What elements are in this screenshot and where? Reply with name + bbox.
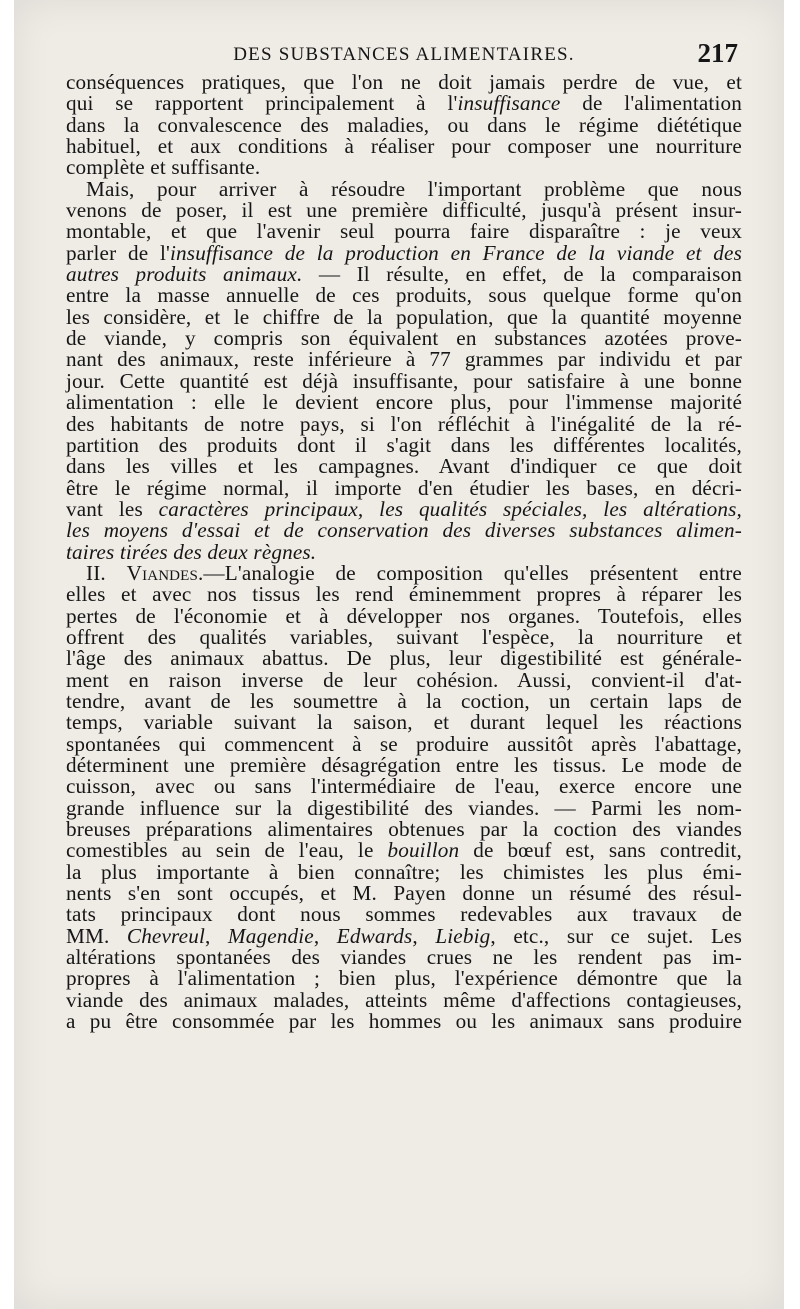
section-title: Viandes bbox=[126, 560, 198, 585]
text-line: vant les caractères principaux, les qualités spéciales, les altérations, bbox=[66, 496, 742, 521]
text-line: parler de l'insuffisance de la production en France de la viande et des bbox=[66, 240, 742, 265]
author-name: Magendie bbox=[227, 923, 314, 948]
text-line: habituel, et aux conditions à réaliser pour composer une nourriture bbox=[66, 134, 742, 159]
text-line: breuses préparations alimentaires obtenues par la coction des viandes bbox=[66, 817, 742, 842]
text-line: entre la masse annuelle de ces produits, sous quelque forme qu'on bbox=[66, 283, 742, 308]
running-title: DES SUBSTANCES ALIMENTAIRES. bbox=[233, 44, 575, 65]
italic-phrase: autres produits animaux. bbox=[66, 262, 303, 287]
text-line: alimentation : elle le devient encore plus, pour l'immense majorité bbox=[66, 390, 742, 415]
text-line: nents s'en sont occupés, et M. Payen donne un résumé des résul- bbox=[66, 881, 742, 906]
text-line: partition des produits dont il s'agit dans les différentes localités, bbox=[66, 432, 742, 457]
text-line: tendre, avant de les soumettre à la coction, un certain laps de bbox=[66, 688, 742, 713]
author-name: Chevreul bbox=[126, 923, 205, 948]
text-line: montable, et que l'avenir seul pourra faire disparaître : je veux bbox=[66, 219, 742, 244]
text-line: conséquences pratiques, que l'on ne doit jamais perdre de vue, et bbox=[66, 70, 742, 94]
italic-phrase: taires tirées des deux règnes. bbox=[66, 539, 317, 564]
text-line: altérations spontanées des viandes crues ne les rendent pas im- bbox=[66, 945, 742, 970]
text-line: ment en raison inverse de leur cohésion. Aussi, convient-il d'at- bbox=[66, 667, 742, 692]
text-line: être le régime normal, il importe d'en étudier les bases, en décri- bbox=[66, 475, 742, 500]
running-head bbox=[66, 38, 742, 72]
text-line: offrent des qualités variables, suivant l'espèce, la nourriture et bbox=[66, 624, 742, 649]
book-page bbox=[66, 38, 742, 1032]
text-line: la plus importante à bien connaître; les chimistes les plus émi- bbox=[66, 859, 742, 884]
text-line: dans les villes et les campagnes. Avant d'indiquer ce que doit bbox=[66, 454, 742, 479]
italic-term: bouillon bbox=[387, 838, 460, 863]
body-text bbox=[66, 72, 742, 1032]
text-line: propres à l'alimentation ; bien plus, l'expérience démontre que la bbox=[66, 966, 742, 991]
text-line: l'âge des animaux abattus. De plus, leur digestibilité est générale- bbox=[66, 646, 742, 671]
text-line: temps, variable suivant la saison, et durant lequel les réactions bbox=[66, 710, 742, 735]
text-line: elles et avec nos tissus les rend éminemment propres à réparer les bbox=[66, 582, 742, 607]
text-line: jour. Cette quantité est déjà insuffisante, pour satisfaire à une bonne bbox=[66, 368, 742, 393]
section-heading-line: II. Viandes.—L'analogie de composition qu'elles présentent entre bbox=[86, 560, 742, 585]
author-name: Edwards bbox=[336, 923, 413, 948]
text-line bbox=[66, 520, 742, 541]
text-line: MM. Chevreul, Magendie, Edwards, Liebig, etc., sur ce sujet. Les bbox=[66, 923, 742, 948]
text-line: cuisson, avec ou sans l'intermédiaire de l'eau, exerce encore une bbox=[66, 774, 742, 799]
text-line: de viande, y compris son équivalent en substances azotées prove- bbox=[66, 326, 742, 351]
paragraph-start-line: Mais, pour arriver à résoudre l'important problème que nous bbox=[86, 176, 742, 201]
text-line: tats principaux dont nous sommes redevables aux travaux de bbox=[66, 902, 742, 927]
text-line: des habitants de notre pays, si l'on réfléchit à l'inégalité de la ré- bbox=[66, 411, 742, 436]
text-line: viande des animaux malades, atteints même d'affections contagieuses, bbox=[66, 987, 742, 1012]
italic-phrase: insuffisance de la production en France de la viande et des bbox=[170, 240, 742, 265]
text-line: grande influence sur la digestibilité des viandes. — Parmi les nom- bbox=[66, 795, 742, 820]
text-line: pertes de l'économie et à développer nos organes. Toutefois, elles bbox=[66, 603, 742, 628]
text-line: spontanées qui commencent à se produire aussitôt après l'abattage, bbox=[66, 731, 742, 756]
italic-term: insuffisance bbox=[457, 91, 561, 116]
page-sheet bbox=[14, 0, 784, 1309]
text-line: comestibles au sein de l'eau, le bouillon de bœuf est, sans contredit, bbox=[66, 838, 742, 863]
text-line: complète et suffisante. bbox=[66, 155, 261, 180]
text-line: nant des animaux, reste inférieure à 77 grammes par individu et par bbox=[66, 347, 742, 372]
text-line: autres produits animaux. — Il résulte, en effet, de la comparaison bbox=[66, 262, 743, 287]
page-number: 217 bbox=[697, 38, 738, 68]
italic-phrase: les moyens d'essai et de conservation des diverses substances alimen- bbox=[66, 518, 742, 543]
text-line: venons de poser, il est une première difficulté, jusqu'à présent insur- bbox=[66, 198, 742, 223]
italic-phrase: caractères principaux, les qualités spéciales, les altérations, bbox=[158, 496, 742, 521]
text-line: a pu être consommée par les hommes ou les animaux sans produire bbox=[66, 1009, 742, 1034]
text-line: les considère, et le chiffre de la population, que la quantité moyenne bbox=[66, 304, 742, 329]
text-line: dans la convalescence des maladies, ou dans le régime diététique bbox=[66, 112, 742, 137]
text-line: déterminent une première désagrégation entre les tissus. Le mode de bbox=[66, 753, 742, 777]
text-line: qui se rapportent principalement à l'insuffisance de l'alimentation bbox=[66, 91, 742, 116]
text-line bbox=[66, 539, 742, 564]
author-name: Liebig bbox=[435, 923, 491, 948]
